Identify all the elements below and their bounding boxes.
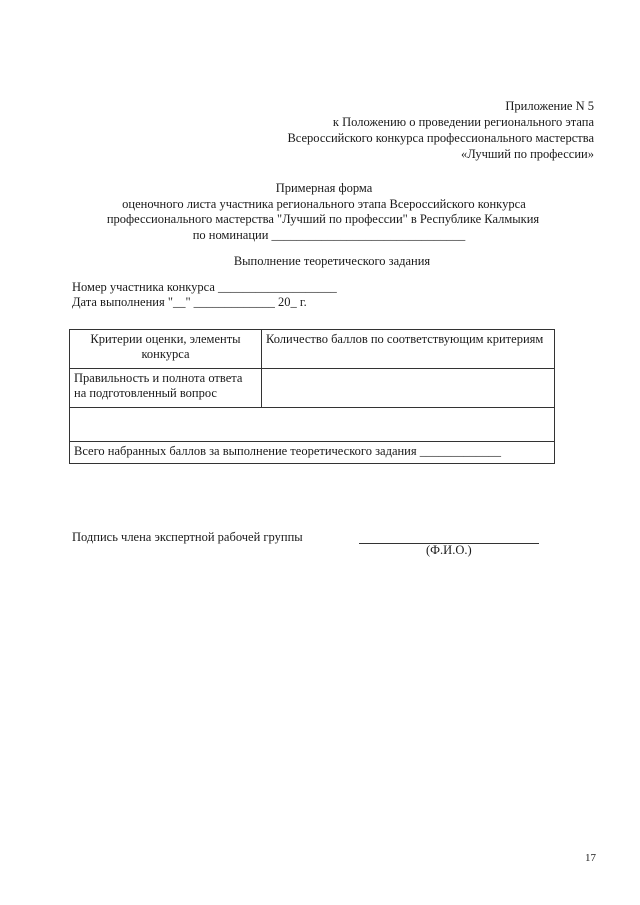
header-criteria-cell: Критерии оценки, элементы конкурса xyxy=(70,330,262,369)
table-empty-row xyxy=(70,408,555,442)
appendix-reference: к Положению о проведении регионального этапа xyxy=(332,115,594,129)
criteria-table xyxy=(69,329,555,464)
criteria-cell: Правильность и полнота ответа на подготовленный вопрос xyxy=(70,369,262,408)
appendix-header xyxy=(287,98,594,162)
appendix-number: Приложение N 5 xyxy=(505,99,594,113)
form-title-line-3: профессионального мастерства "Лучший по профессии" в Республике Калмыкия xyxy=(106,212,540,226)
participant-fields xyxy=(72,280,337,310)
completion-date-field: Дата выполнения "__" _____________ 20_ г. xyxy=(72,295,307,309)
form-title-line-1: Примерная форма xyxy=(275,181,373,195)
points-cell xyxy=(262,369,555,408)
participant-number-field: Номер участника конкурса ___________________ xyxy=(72,280,337,294)
nomination-field: по номинации _______________________________ xyxy=(192,227,466,242)
empty-cell xyxy=(70,408,555,442)
form-title-line-2: оценочного листа участника регионального этапа Всероссийского конкурса xyxy=(122,196,526,211)
table-row xyxy=(70,369,555,408)
header-points-cell: Количество баллов по соответствующим критериям xyxy=(262,330,555,369)
appendix-contest-name: «Лучший по профессии» xyxy=(460,147,594,161)
table-header-row xyxy=(70,330,555,369)
form-title xyxy=(0,181,640,243)
total-points-cell: Всего набранных баллов за выполнение теоретического задания _____________ xyxy=(70,442,555,464)
fio-caption: (Ф.И.О.) xyxy=(426,543,472,557)
section-title: Выполнение теоретического задания xyxy=(233,254,431,268)
table-total-row xyxy=(70,442,555,464)
appendix-contest: Всероссийского конкурса профессионального мастерства xyxy=(287,131,594,145)
page-number: 17 xyxy=(585,852,596,864)
signature-label: Подпись члена экспертной рабочей группы xyxy=(72,530,303,544)
